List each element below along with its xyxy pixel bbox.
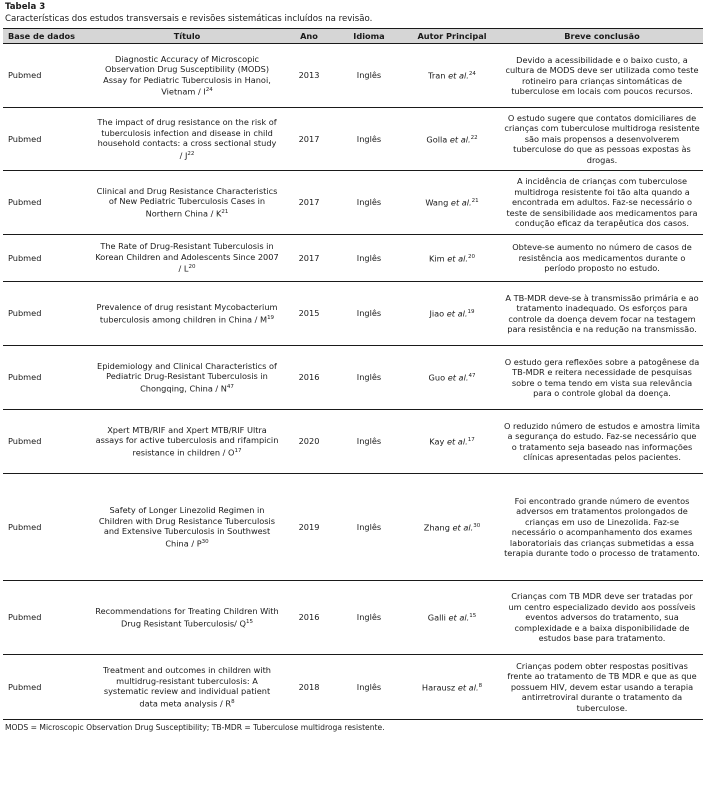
title-text: The Rate of Drug-Resistant Tuberculosis in Korean Children and Adolescents Since 2007 / L xyxy=(95,241,279,275)
cell-language: Inglês xyxy=(335,410,403,474)
cell-author xyxy=(403,655,501,720)
table-row xyxy=(3,581,703,655)
author-name: Kay xyxy=(429,437,445,448)
author-etal: et al. xyxy=(445,71,469,82)
cell-year: 2017 xyxy=(283,108,335,171)
author-etal: et al. xyxy=(455,682,479,693)
cell-author xyxy=(403,108,501,171)
cell-conclusion: Crianças podem obter respostas positivas frente ao tratamento de TB MDR e que as que possuem HIV, devem estar usando a terapia antirretroviral durante o tratamento da tuberculose. xyxy=(501,655,703,720)
table-row xyxy=(3,346,703,410)
cell-database: Pubmed xyxy=(3,235,91,282)
cell-year: 2018 xyxy=(283,655,335,720)
author-etal: et al. xyxy=(444,309,468,320)
cell-author xyxy=(403,410,501,474)
cell-title xyxy=(91,581,283,655)
title-reference: 19 xyxy=(267,314,275,321)
cell-author xyxy=(403,581,501,655)
title-text: Xpert MTB/RIF and Xpert MTB/RIF Ultra assays for active tuberculosis and rifampicin resistance in children / O xyxy=(95,424,279,458)
title-reference: 8 xyxy=(231,698,235,705)
author-etal: et al. xyxy=(445,373,469,384)
title-reference: 30 xyxy=(201,538,209,545)
table-body xyxy=(3,44,703,720)
header-year: Ano xyxy=(283,29,335,44)
author-reference: 22 xyxy=(470,134,478,141)
header-title: Título xyxy=(91,29,283,44)
cell-title xyxy=(91,171,283,235)
cell-conclusion: A TB-MDR deve-se à transmissão primária e ao tratamento inadequado. Os esforços para controle da doença devem focar na testagem para resistência e na redução na transmissão. xyxy=(501,282,703,346)
title-reference: 17 xyxy=(234,447,242,454)
author-reference: 30 xyxy=(473,522,481,529)
cell-database: Pubmed xyxy=(3,655,91,720)
cell-author xyxy=(403,235,501,282)
header-database: Base de dados xyxy=(3,29,91,44)
author-name: Guo xyxy=(428,373,446,384)
author-etal: et al. xyxy=(448,198,472,209)
cell-title xyxy=(91,410,283,474)
author-name: Kim xyxy=(429,253,445,264)
cell-language: Inglês xyxy=(335,346,403,410)
author-reference: 15 xyxy=(469,613,477,620)
title-reference: 21 xyxy=(221,208,229,215)
cell-language: Inglês xyxy=(335,108,403,171)
cell-title xyxy=(91,282,283,346)
cell-conclusion: Crianças com TB MDR deve ser tratadas por um centro especializado devido aos possíveis eventos adversos do tratamento, sua complexidade e a baixa disponibilidade de estudos base para tratamento. xyxy=(501,581,703,655)
table-row xyxy=(3,171,703,235)
title-text: Epidemiology and Clinical Characteristics of Pediatric Drug-Resistant Tuberculosis in Chongqing, China / N xyxy=(97,360,277,394)
cell-language: Inglês xyxy=(335,474,403,581)
author-reference: 8 xyxy=(478,682,483,689)
cell-conclusion: O estudo sugere que contatos domiciliares de crianças com tuberculose multidroga resistente são mais propensos a desenvolverem tuberculose do que as pessoas expostas às drogas. xyxy=(501,108,703,171)
cell-author xyxy=(403,346,501,410)
author-name: Zhang xyxy=(423,522,450,533)
cell-title xyxy=(91,235,283,282)
author-name: Galli xyxy=(427,613,446,624)
cell-title xyxy=(91,474,283,581)
table-row xyxy=(3,108,703,171)
cell-database: Pubmed xyxy=(3,171,91,235)
header-conclusion: Breve conclusão xyxy=(501,29,703,44)
cell-conclusion: O reduzido número de estudos e amostra limita a segurança do estudo. Faz-se necessário que o tratamento seja baseado nas informações clínicas apresentadas pelos pacientes. xyxy=(501,410,703,474)
cell-year: 2016 xyxy=(283,581,335,655)
title-text: Diagnostic Accuracy of Microscopic Observation Drug Susceptibility (MODS) Assay for Pediatric Tuberculosis in Hanoi, Vietnam / I xyxy=(103,53,271,97)
author-name: Golla xyxy=(426,134,448,145)
studies-table xyxy=(3,29,703,720)
cell-conclusion: Devido a acessibilidade e o baixo custo, a cultura de MODS deve ser utilizada como teste rotineiro para crianças sintomáticas de tuberculose em locais com poucos recursos. xyxy=(501,44,703,108)
table-row xyxy=(3,235,703,282)
table-row xyxy=(3,410,703,474)
cell-title xyxy=(91,655,283,720)
cell-year: 2016 xyxy=(283,346,335,410)
cell-language: Inglês xyxy=(335,655,403,720)
cell-database: Pubmed xyxy=(3,44,91,108)
title-reference: 22 xyxy=(187,150,195,157)
cell-language: Inglês xyxy=(335,581,403,655)
title-text: Clinical and Drug Resistance Characteristics of New Pediatric Tuberculosis Cases in Northern China / K xyxy=(96,185,278,219)
author-reference: 20 xyxy=(467,253,475,260)
cell-database: Pubmed xyxy=(3,346,91,410)
cell-year: 2015 xyxy=(283,282,335,346)
cell-language: Inglês xyxy=(335,235,403,282)
table-row xyxy=(3,655,703,720)
title-reference: 47 xyxy=(226,383,234,390)
author-reference: 21 xyxy=(471,198,479,205)
title-text: The impact of drug resistance on the risk of tuberculosis infection and disease in child household contacts: a cross sectional study / J xyxy=(97,117,277,161)
cell-language: Inglês xyxy=(335,282,403,346)
cell-database: Pubmed xyxy=(3,282,91,346)
cell-year: 2019 xyxy=(283,474,335,581)
cell-conclusion: A incidência de crianças com tuberculose multidroga resistente foi tão alta quando a encontrada em adultos. Faz-se necessário o teste de sensibilidade aos medicamentos para condução eficaz da terapêutica dos casos. xyxy=(501,171,703,235)
title-text: Prevalence of drug resistant Mycobacterium tuberculosis among children in China / M xyxy=(96,302,278,325)
cell-conclusion: Obteve-se aumento no número de casos de resistência aos medicamentos durante o período proposto no estudo. xyxy=(501,235,703,282)
author-etal: et al. xyxy=(447,134,471,145)
title-text: Recommendations for Treating Children With Drug Resistant Tuberculosis/ Q xyxy=(95,606,279,629)
cell-year: 2020 xyxy=(283,410,335,474)
title-reference: 15 xyxy=(246,618,253,625)
cell-title xyxy=(91,346,283,410)
cell-year: 2017 xyxy=(283,171,335,235)
cell-author xyxy=(403,44,501,108)
cell-database: Pubmed xyxy=(3,581,91,655)
cell-title xyxy=(91,108,283,171)
title-text: Safety of Longer Linezolid Regimen in Children with Drug Resistance Tuberculosis and Extensive Tuberculosis in Southwest China / P xyxy=(98,505,276,549)
title-reference: 20 xyxy=(188,264,196,271)
table-footnote: MODS = Microscopic Observation Drug Susceptibility; TB-MDR = Tuberculose multidroga resistente. xyxy=(5,723,385,732)
author-name: Wang xyxy=(425,198,449,209)
author-reference: 19 xyxy=(467,309,475,316)
cell-database: Pubmed xyxy=(3,410,91,474)
cell-author xyxy=(403,171,501,235)
cell-language: Inglês xyxy=(335,171,403,235)
table-row xyxy=(3,474,703,581)
table-caption: Características dos estudos transversais e revisões sistemáticas incluídos na revisão. xyxy=(3,13,703,29)
table-row xyxy=(3,282,703,346)
cell-author xyxy=(403,474,501,581)
author-reference: 47 xyxy=(468,373,476,380)
table-row xyxy=(3,44,703,108)
cell-database: Pubmed xyxy=(3,108,91,171)
author-reference: 24 xyxy=(468,71,476,78)
author-etal: et al. xyxy=(444,253,468,264)
cell-conclusion: O estudo gera reflexões sobre a patogênese da TB-MDR e reitera necessidade de pesquisas sobre o tema tendo em vista sua relevância para o controle global da doença. xyxy=(501,346,703,410)
table-title: Tabela 3 xyxy=(5,2,46,12)
cell-year: 2017 xyxy=(283,235,335,282)
author-etal: et al. xyxy=(449,522,474,533)
header-author: Autor Principal xyxy=(403,29,501,44)
cell-conclusion: Foi encontrado grande número de eventos adversos em tratamentos prolongados de crianças em uso de Linezolida. Faz-se necessário o acompanhamento dos exames laboratoriais das crianças submetidas a essa terapia durante todo o processo de tratamento. xyxy=(501,474,703,581)
author-name: Jiao xyxy=(429,309,445,320)
author-reference: 17 xyxy=(467,437,475,444)
cell-database: Pubmed xyxy=(3,474,91,581)
author-name: Tran xyxy=(428,71,446,82)
author-name: Harausz xyxy=(421,682,456,693)
header-language: Idioma xyxy=(335,29,403,44)
cell-year: 2013 xyxy=(283,44,335,108)
cell-language: Inglês xyxy=(335,44,403,108)
author-etal: et al. xyxy=(444,437,468,448)
title-text: Treatment and outcomes in children with multidrug-resistant tuberculosis: A systematic review and individual patient data meta analysis / R xyxy=(103,665,271,709)
title-reference: 24 xyxy=(205,87,213,94)
cell-author xyxy=(403,282,501,346)
cell-title xyxy=(91,44,283,108)
author-etal: et al. xyxy=(445,613,470,624)
header-row xyxy=(3,29,703,44)
